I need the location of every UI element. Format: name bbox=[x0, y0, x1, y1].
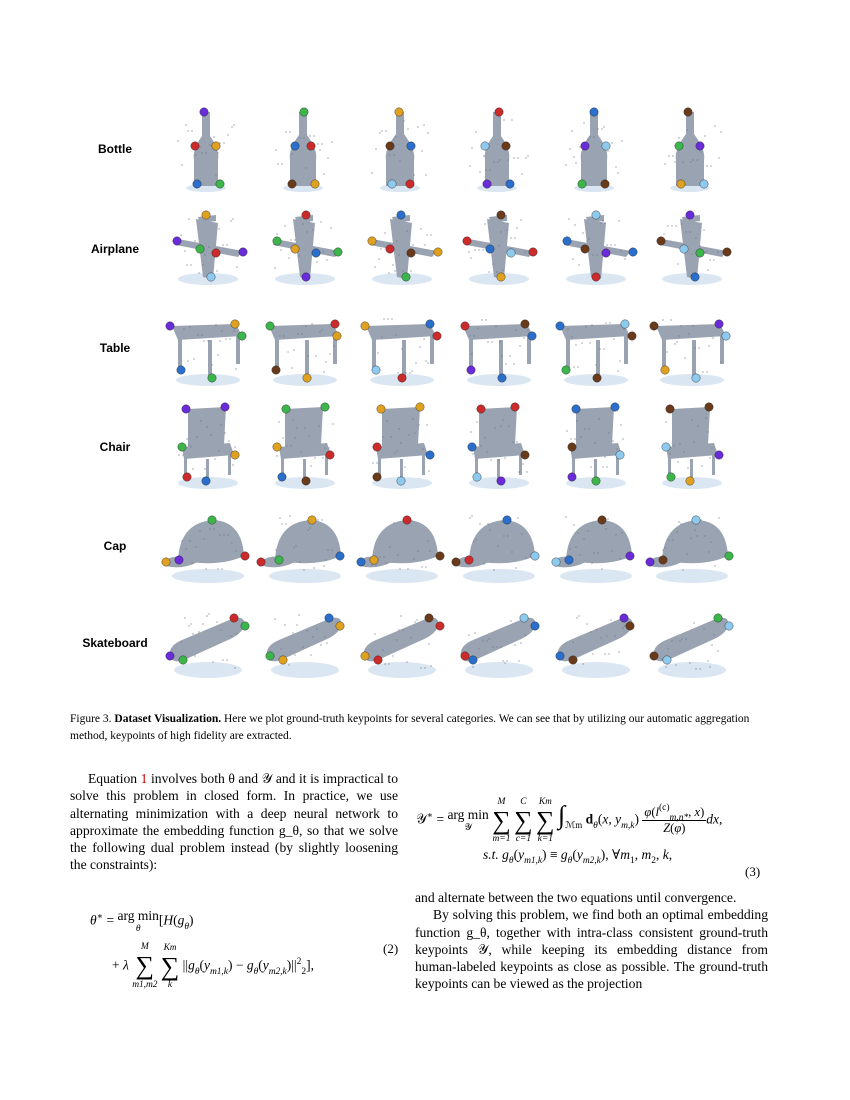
pointcloud-cap-4 bbox=[449, 496, 545, 592]
row-label-chair: Chair bbox=[99, 440, 131, 454]
pointcloud-skateboard-6 bbox=[642, 594, 738, 690]
pointcloud-table-6 bbox=[642, 298, 738, 394]
pointcloud-chair-5 bbox=[546, 397, 642, 493]
equation-1-link[interactable]: 1 bbox=[140, 771, 148, 786]
pointcloud-skateboard-3 bbox=[352, 594, 448, 690]
equation-3-line-1: 𝒴∗ = arg min 𝒴 M ∑ m=1 C ∑ c=1 Km ∑ k=1 $\int_{ℳm}$ $d_\theta(x$, $y_{m,k}$) $\frac{\varphi(l^{(c)}_{m,n*}, x)}{Z(\varphi)}$ dx, bbox=[416, 796, 723, 844]
pointcloud-chair-6 bbox=[642, 397, 738, 493]
pointcloud-table-3 bbox=[352, 298, 448, 394]
figure-caption bbox=[70, 711, 770, 745]
pointcloud-skateboard-2 bbox=[255, 594, 351, 690]
pointcloud-chair-2 bbox=[255, 397, 351, 493]
pointcloud-airplane-6 bbox=[642, 199, 738, 295]
pointcloud-table-4 bbox=[449, 298, 545, 394]
pointcloud-cap-1 bbox=[158, 496, 254, 592]
row-label-bottle: Bottle bbox=[98, 142, 132, 156]
pointcloud-bottle-5 bbox=[546, 100, 642, 196]
paragraph-text: involves both θ and 𝒴 and it is impractical to solve this problem in closed form. In practice, we use alternating minimization with a deep neural network to approximate the embedding function g_θ, so that we solve the following dual problem instead (by slightly loosening the constraints): bbox=[70, 771, 398, 873]
caption-title: Dataset Visualization. bbox=[114, 713, 222, 725]
pointcloud-bottle-4 bbox=[449, 100, 545, 196]
pointcloud-chair-4 bbox=[449, 397, 545, 493]
pointcloud-skateboard-4 bbox=[449, 594, 545, 690]
caption-label: Figure 3. bbox=[70, 713, 112, 725]
pointcloud-cap-2 bbox=[255, 496, 351, 592]
pointcloud-bottle-1 bbox=[158, 100, 254, 196]
row-label-airplane: Airplane bbox=[90, 242, 139, 256]
equation-3-line-2: s.t. $g_\theta(y_{m1,k}) \equiv g_\theta(y_{m2,k})$, $\forall m_1$, $m_2$, k, bbox=[483, 847, 673, 866]
pointcloud-cap-5 bbox=[546, 496, 642, 592]
pointcloud-chair-1 bbox=[158, 397, 254, 493]
pointcloud-bottle-6 bbox=[642, 100, 738, 196]
pointcloud-bottle-2 bbox=[255, 100, 351, 196]
left-column-text bbox=[70, 770, 398, 874]
row-label-cap: Cap bbox=[103, 539, 127, 553]
pointcloud-chair-3 bbox=[352, 397, 448, 493]
right-column-text bbox=[415, 889, 768, 993]
paragraph-solving: By solving this problem, we find both an optimal embedding function g_θ, together with intra-class consistent ground-truth keypoints 𝒴, while keeping its embedding distance from human-labeled keypoints as close as possible. The ground-truth keypoints can be viewed as the projection bbox=[415, 907, 768, 992]
row-label-table: Table bbox=[99, 341, 131, 355]
pointcloud-table-1 bbox=[158, 298, 254, 394]
pointcloud-airplane-4 bbox=[449, 199, 545, 295]
pointcloud-cap-3 bbox=[352, 496, 448, 592]
pointcloud-table-5 bbox=[546, 298, 642, 394]
pointcloud-table-2 bbox=[255, 298, 351, 394]
equation-2-line-1: θ∗ = arg min θ [$H(g_\theta)$ bbox=[90, 908, 194, 934]
equation-ref-prefix: Equation bbox=[88, 771, 138, 786]
pointcloud-skateboard-5 bbox=[546, 594, 642, 690]
pointcloud-airplane-5 bbox=[546, 199, 642, 295]
pointcloud-skateboard-1 bbox=[158, 594, 254, 690]
pointcloud-cap-6 bbox=[642, 496, 738, 592]
pointcloud-airplane-2 bbox=[255, 199, 351, 295]
caption-text: Here we plot ground-truth keypoints for several categories. We can see that by utilizing our automatic aggregation method, keypoints of high fidelity are extracted. bbox=[70, 713, 750, 742]
paragraph-alternate: and alternate between the two equations until convergence. bbox=[415, 890, 737, 905]
pointcloud-airplane-3 bbox=[352, 199, 448, 295]
pointcloud-airplane-1 bbox=[158, 199, 254, 295]
equation-3-number: (3) bbox=[745, 864, 761, 879]
pointcloud-bottle-3 bbox=[352, 100, 448, 196]
equation-2-line-2: + λ M ∑ m1,m2 Km ∑ k $||g_\theta(y_{m1,k}) - g_\theta(y_{m2,k})||^2_2$], bbox=[112, 942, 314, 990]
row-label-skateboard: Skateboard bbox=[82, 636, 148, 650]
equation-2-number: (2) bbox=[383, 941, 399, 956]
